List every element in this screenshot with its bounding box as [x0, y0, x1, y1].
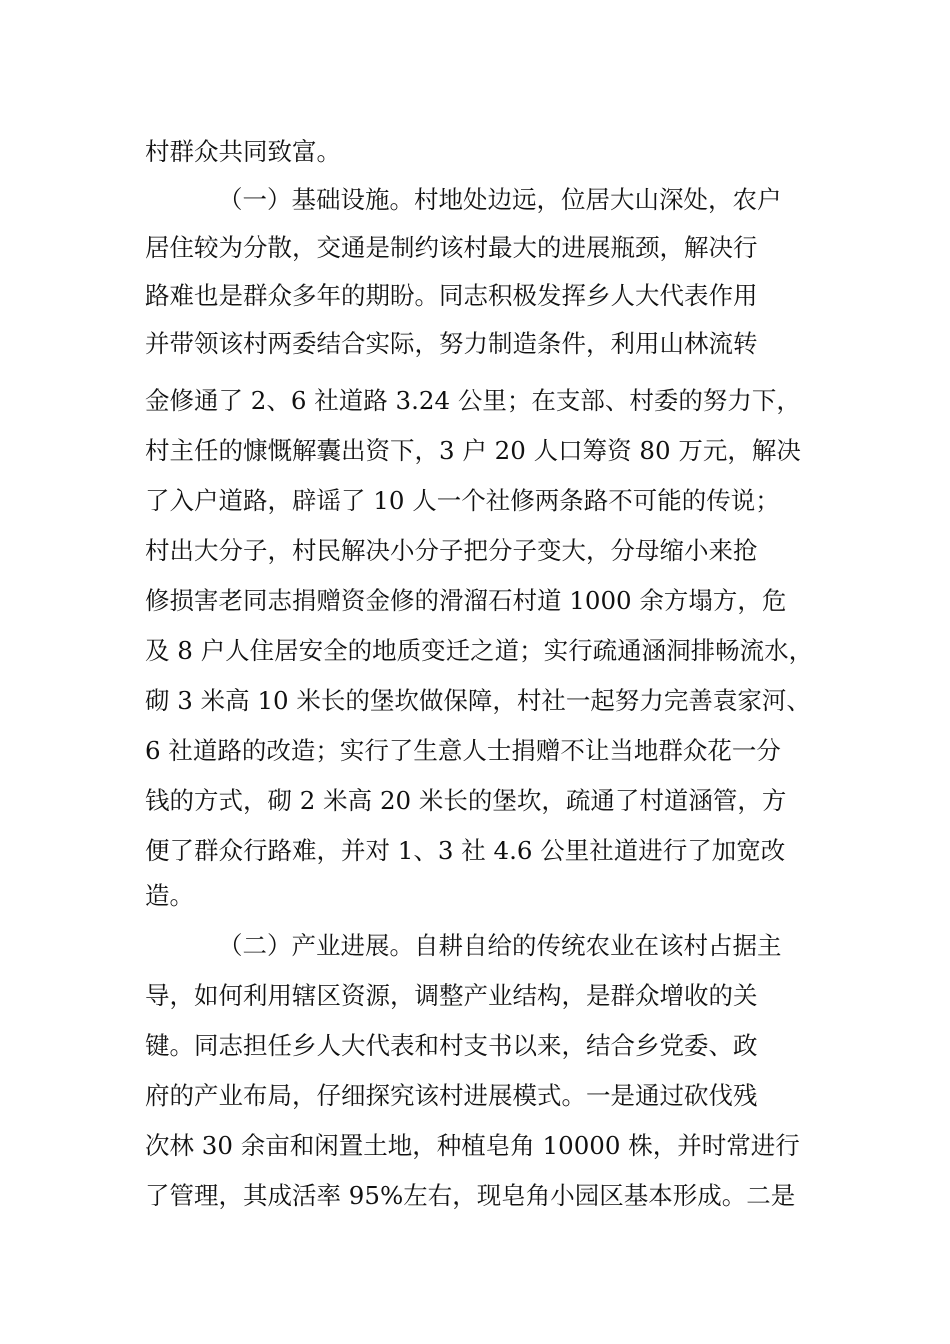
- text-line-5: 并带领该村两委结合实际，努力制造条件，利用山林流转: [145, 329, 758, 358]
- paragraph-2-first-line: （二）产业进展。自耕自给的传统农业在该村占据主: [218, 931, 782, 960]
- text-line-1: 村群众共同致富。: [145, 137, 341, 166]
- text-line-15: 便了群众行路难，并对 1、3 社 4.6 公里社道进行了加宽改: [145, 836, 786, 865]
- text-line-20: 府的产业布局，仔细探究该村进展模式。一是通过砍伐残: [145, 1081, 758, 1110]
- text-line-3: 居住较为分散，交通是制约该村最大的进展瓶颈，解决行: [145, 233, 758, 262]
- text-line-16: 造。: [145, 881, 194, 910]
- text-line-6: 金修通了 2、6 社道路 3.24 公里；在支部、村委的努力下，: [145, 386, 801, 415]
- text-line-7: 村主任的慷慨解囊出资下，3 户 20 人口筹资 80 万元，解决: [145, 436, 801, 465]
- text-line-18: 导，如何利用辖区资源，调整产业结构，是群众增收的关: [145, 981, 758, 1010]
- text-line-10: 修损害老同志捐赠资金修的滑溜石村道 1000 余方塌方，危: [145, 586, 787, 615]
- paragraph-1-first-line: （一）基础设施。村地处边远，位居大山深处，农户: [218, 185, 782, 214]
- text-line-9: 村出大分子，村民解决小分子把分子变大，分母缩小来抢: [145, 536, 758, 565]
- text-line-14: 钱的方式，砌 2 米高 20 米长的堡坎，疏通了村道涵管，方: [145, 786, 787, 815]
- text-line-22: 了管理，其成活率 95%左右，现皂角小园区基本形成。二是: [145, 1181, 796, 1210]
- text-line-12: 砌 3 米高 10 米长的堡坎做保障，村社一起努力完善袁家河、: [145, 686, 811, 715]
- text-line-19: 键。同志担任乡人大代表和村支书以来，结合乡党委、政: [145, 1031, 758, 1060]
- text-line-4: 路难也是群众多年的期盼。同志积极发挥乡人大代表作用: [145, 281, 758, 310]
- text-line-13: 6 社道路的改造；实行了生意人士捐赠不让当地群众花一分: [145, 736, 781, 765]
- text-line-8: 了入户道路，辟谣了 10 人一个社修两条路不可能的传说；: [145, 486, 780, 515]
- text-line-21: 次林 30 余亩和闲置土地，种植皂角 10000 株，并时常进行: [145, 1131, 800, 1160]
- text-line-11: 及 8 户人住居安全的地质变迁之道；实行疏通涵洞排畅流水，: [145, 636, 814, 665]
